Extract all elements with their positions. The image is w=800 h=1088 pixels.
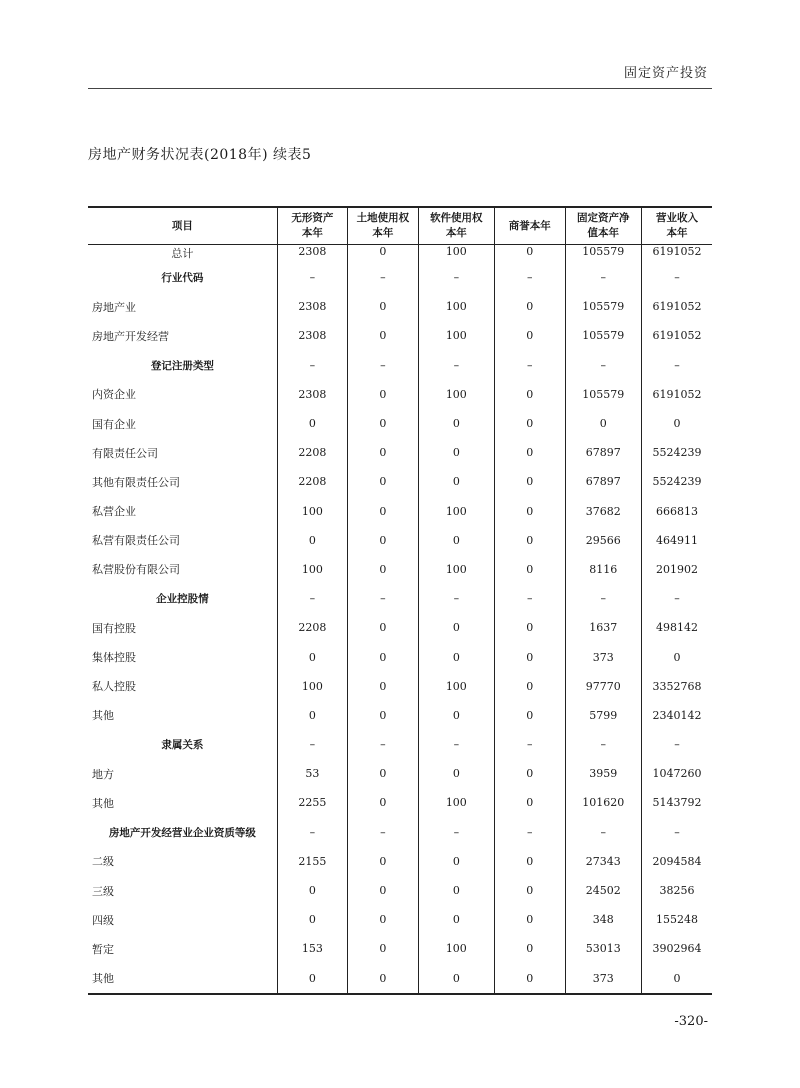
- cell-software-rights: –: [418, 730, 494, 759]
- table-row: [88, 847, 712, 876]
- cell-fixed-assets-net: 0: [565, 409, 641, 438]
- cell-fixed-assets-net: 24502: [565, 876, 641, 905]
- cell-revenue: 0: [641, 409, 712, 438]
- header-rule: [88, 88, 712, 89]
- cell-land-use-rights: 0: [348, 788, 418, 817]
- cell-revenue: 3352768: [641, 672, 712, 701]
- row-label: 三级: [92, 884, 114, 898]
- cell-land-use-rights: 0: [348, 467, 418, 496]
- cell-software-rights: 0: [418, 876, 494, 905]
- cell-fixed-assets-net: 105579: [565, 292, 641, 321]
- cell-revenue: –: [641, 730, 712, 759]
- cell-fixed-assets-net: 105579: [565, 245, 641, 264]
- table-row: [88, 526, 712, 555]
- table-row: [88, 409, 712, 438]
- table-row: [88, 905, 712, 934]
- cell-intangible-assets: 0: [277, 526, 347, 555]
- row-label: 国有控股: [92, 621, 136, 635]
- cell-fixed-assets-net: 105579: [565, 380, 641, 409]
- cell-land-use-rights: 0: [348, 934, 418, 963]
- cell-revenue: 0: [641, 964, 712, 994]
- cell-land-use-rights: –: [348, 351, 418, 380]
- cell-software-rights: 100: [418, 245, 494, 264]
- cell-intangible-assets: 2208: [277, 613, 347, 642]
- cell-land-use-rights: 0: [348, 292, 418, 321]
- row-category-heading: 行业代码: [161, 272, 204, 285]
- cell-software-rights: –: [418, 818, 494, 847]
- cell-goodwill: 0: [495, 380, 565, 409]
- cell-revenue: 6191052: [641, 292, 712, 321]
- cell-software-rights: –: [418, 584, 494, 613]
- cell-goodwill: –: [495, 818, 565, 847]
- cell-revenue: 6191052: [641, 321, 712, 350]
- cell-goodwill: 0: [495, 759, 565, 788]
- cell-revenue: 1047260: [641, 759, 712, 788]
- table-header-row: [88, 207, 712, 245]
- cell-goodwill: 0: [495, 642, 565, 671]
- cell-revenue: 498142: [641, 613, 712, 642]
- cell-land-use-rights: –: [348, 818, 418, 847]
- row-label: 其他有限责任公司: [92, 475, 180, 489]
- cell-goodwill: 0: [495, 613, 565, 642]
- cell-revenue: 6191052: [641, 245, 712, 264]
- cell-fixed-assets-net: 53013: [565, 934, 641, 963]
- row-label: 国有企业: [92, 417, 136, 431]
- cell-software-rights: 0: [418, 905, 494, 934]
- table-row: [88, 321, 712, 350]
- cell-intangible-assets: 0: [277, 905, 347, 934]
- table-row: [88, 292, 712, 321]
- cell-goodwill: 0: [495, 672, 565, 701]
- cell-land-use-rights: 0: [348, 759, 418, 788]
- column-header-land-use-line2: 本年: [372, 227, 394, 239]
- table-body: [88, 245, 712, 994]
- table-row: [88, 876, 712, 905]
- table-row: [88, 584, 712, 613]
- cell-goodwill: 0: [495, 526, 565, 555]
- cell-intangible-assets: 53: [277, 759, 347, 788]
- cell-intangible-assets: 0: [277, 642, 347, 671]
- column-header-fixed-assets-net: [565, 207, 641, 245]
- column-header-software-line2: 本年: [445, 227, 467, 239]
- cell-intangible-assets: –: [277, 818, 347, 847]
- cell-fixed-assets-net: 3959: [565, 759, 641, 788]
- cell-software-rights: 0: [418, 409, 494, 438]
- column-header-land-use-rights: [348, 207, 418, 245]
- column-header-intangible-assets: [277, 207, 347, 245]
- cell-fixed-assets-net: 27343: [565, 847, 641, 876]
- cell-goodwill: 0: [495, 788, 565, 817]
- column-header-revenue-line1: 营业收入: [655, 212, 698, 224]
- cell-software-rights: 100: [418, 934, 494, 963]
- cell-intangible-assets: 2308: [277, 292, 347, 321]
- column-header-software-line1: 软件使用权: [430, 212, 483, 224]
- table-row: [88, 497, 712, 526]
- cell-revenue: 5524239: [641, 438, 712, 467]
- cell-goodwill: 0: [495, 905, 565, 934]
- cell-intangible-assets: 100: [277, 672, 347, 701]
- cell-land-use-rights: 0: [348, 438, 418, 467]
- column-header-software-rights: [418, 207, 494, 245]
- cell-software-rights: 0: [418, 642, 494, 671]
- cell-intangible-assets: 2255: [277, 788, 347, 817]
- cell-intangible-assets: –: [277, 584, 347, 613]
- table-row: [88, 555, 712, 584]
- cell-fixed-assets-net: 1637: [565, 613, 641, 642]
- cell-revenue: 6191052: [641, 380, 712, 409]
- cell-fixed-assets-net: 37682: [565, 497, 641, 526]
- cell-goodwill: –: [495, 351, 565, 380]
- row-label: 私营企业: [92, 505, 136, 519]
- cell-software-rights: 0: [418, 701, 494, 730]
- cell-fixed-assets-net: 29566: [565, 526, 641, 555]
- cell-intangible-assets: 2155: [277, 847, 347, 876]
- cell-goodwill: 0: [495, 934, 565, 963]
- cell-fixed-assets-net: 373: [565, 642, 641, 671]
- cell-goodwill: 0: [495, 847, 565, 876]
- cell-software-rights: 0: [418, 438, 494, 467]
- cell-land-use-rights: 0: [348, 526, 418, 555]
- cell-goodwill: 0: [495, 409, 565, 438]
- row-label: 地方: [92, 767, 114, 781]
- table-row: [88, 672, 712, 701]
- cell-land-use-rights: 0: [348, 613, 418, 642]
- cell-fixed-assets-net: 67897: [565, 467, 641, 496]
- cell-software-rights: 0: [418, 964, 494, 994]
- cell-software-rights: 100: [418, 497, 494, 526]
- cell-land-use-rights: 0: [348, 321, 418, 350]
- cell-land-use-rights: 0: [348, 847, 418, 876]
- cell-goodwill: 0: [495, 701, 565, 730]
- cell-intangible-assets: –: [277, 730, 347, 759]
- cell-goodwill: 0: [495, 467, 565, 496]
- row-label: 四级: [92, 913, 114, 927]
- table-row: [88, 642, 712, 671]
- cell-revenue: 464911: [641, 526, 712, 555]
- row-category-heading: 房地产开发经营业企业资质等级: [108, 826, 256, 839]
- cell-revenue: 155248: [641, 905, 712, 934]
- cell-software-rights: 100: [418, 380, 494, 409]
- table-title: 房地产财务状况表(2018年) 续表5: [88, 147, 312, 163]
- cell-intangible-assets: –: [277, 263, 347, 292]
- cell-fixed-assets-net: 67897: [565, 438, 641, 467]
- table-row: [88, 380, 712, 409]
- cell-land-use-rights: 0: [348, 409, 418, 438]
- cell-intangible-assets: 0: [277, 876, 347, 905]
- cell-revenue: –: [641, 818, 712, 847]
- row-label: 集体控股: [92, 651, 136, 665]
- cell-software-rights: 0: [418, 613, 494, 642]
- table-row: [88, 245, 712, 264]
- cell-software-rights: 0: [418, 847, 494, 876]
- cell-fixed-assets-net: 348: [565, 905, 641, 934]
- cell-land-use-rights: –: [348, 584, 418, 613]
- cell-intangible-assets: 2308: [277, 380, 347, 409]
- column-header-land-use-line1: 土地使用权: [356, 212, 410, 224]
- cell-intangible-assets: 0: [277, 964, 347, 994]
- cell-goodwill: 0: [495, 497, 565, 526]
- cell-software-rights: 100: [418, 292, 494, 321]
- cell-land-use-rights: 0: [348, 642, 418, 671]
- table-row: [88, 730, 712, 759]
- column-header-fixed-net-line1: 固定资产净: [576, 212, 630, 224]
- cell-revenue: 0: [641, 642, 712, 671]
- cell-fixed-assets-net: –: [565, 351, 641, 380]
- cell-revenue: 3902964: [641, 934, 712, 963]
- cell-software-rights: 0: [418, 759, 494, 788]
- cell-intangible-assets: 100: [277, 555, 347, 584]
- cell-land-use-rights: 0: [348, 245, 418, 264]
- cell-land-use-rights: 0: [348, 701, 418, 730]
- cell-revenue: 2340142: [641, 701, 712, 730]
- table-row: [88, 818, 712, 847]
- table-row: [88, 759, 712, 788]
- cell-intangible-assets: 0: [277, 701, 347, 730]
- cell-land-use-rights: 0: [348, 555, 418, 584]
- cell-fixed-assets-net: 105579: [565, 321, 641, 350]
- cell-software-rights: 0: [418, 526, 494, 555]
- column-header-revenue-line2: 本年: [666, 227, 688, 239]
- cell-intangible-assets: 153: [277, 934, 347, 963]
- row-category-heading: 隶属关系: [161, 739, 204, 752]
- row-label: 私营有限责任公司: [92, 534, 180, 548]
- cell-software-rights: 100: [418, 321, 494, 350]
- cell-revenue: 5524239: [641, 467, 712, 496]
- cell-revenue: 666813: [641, 497, 712, 526]
- row-category-heading: 登记注册类型: [150, 359, 214, 372]
- cell-goodwill: 0: [495, 321, 565, 350]
- column-header-goodwill: [495, 207, 565, 245]
- cell-software-rights: 100: [418, 555, 494, 584]
- table-row: [88, 701, 712, 730]
- column-header-intangible-line1: 无形资产: [291, 212, 334, 224]
- table-row: [88, 263, 712, 292]
- financial-status-table: [88, 206, 712, 995]
- cell-intangible-assets: 2308: [277, 245, 347, 264]
- cell-land-use-rights: 0: [348, 380, 418, 409]
- row-label: 房地产业: [92, 300, 136, 314]
- column-header-revenue: [641, 207, 712, 245]
- cell-revenue: 2094584: [641, 847, 712, 876]
- cell-goodwill: 0: [495, 555, 565, 584]
- row-label: 其他: [92, 796, 114, 810]
- table-row: [88, 613, 712, 642]
- cell-fixed-assets-net: 373: [565, 964, 641, 994]
- column-header-goodwill-line1: 商誉本年: [508, 219, 551, 232]
- cell-goodwill: 0: [495, 964, 565, 994]
- cell-intangible-assets: 100: [277, 497, 347, 526]
- cell-software-rights: 100: [418, 788, 494, 817]
- cell-revenue: –: [641, 351, 712, 380]
- cell-goodwill: 0: [495, 438, 565, 467]
- cell-goodwill: 0: [495, 245, 565, 264]
- cell-land-use-rights: 0: [348, 672, 418, 701]
- cell-intangible-assets: –: [277, 351, 347, 380]
- row-label: 总计: [171, 247, 194, 260]
- row-label: 私人控股: [92, 680, 136, 694]
- cell-goodwill: 0: [495, 876, 565, 905]
- cell-land-use-rights: 0: [348, 497, 418, 526]
- cell-software-rights: 0: [418, 467, 494, 496]
- cell-land-use-rights: –: [348, 730, 418, 759]
- cell-fixed-assets-net: 97770: [565, 672, 641, 701]
- cell-goodwill: 0: [495, 292, 565, 321]
- table-row: [88, 788, 712, 817]
- row-label: 其他: [92, 709, 114, 723]
- row-label: 二级: [92, 855, 114, 869]
- table-row: [88, 438, 712, 467]
- cell-software-rights: –: [418, 263, 494, 292]
- cell-land-use-rights: 0: [348, 905, 418, 934]
- table-row: [88, 964, 712, 994]
- row-label: 有限责任公司: [92, 446, 158, 460]
- table-row: [88, 467, 712, 496]
- cell-software-rights: 100: [418, 672, 494, 701]
- table-row: [88, 934, 712, 963]
- column-header-item: 项目: [88, 207, 277, 245]
- cell-fixed-assets-net: –: [565, 263, 641, 292]
- running-head: 固定资产投资: [623, 66, 708, 81]
- cell-fixed-assets-net: –: [565, 730, 641, 759]
- row-label: 其他: [88, 964, 277, 994]
- cell-fixed-assets-net: 101620: [565, 788, 641, 817]
- cell-goodwill: –: [495, 584, 565, 613]
- cell-goodwill: –: [495, 730, 565, 759]
- cell-land-use-rights: –: [348, 263, 418, 292]
- cell-intangible-assets: 2308: [277, 321, 347, 350]
- cell-intangible-assets: 2208: [277, 438, 347, 467]
- cell-fixed-assets-net: –: [565, 584, 641, 613]
- column-header-fixed-net-line2: 值本年: [587, 227, 619, 239]
- cell-revenue: 201902: [641, 555, 712, 584]
- cell-software-rights: –: [418, 351, 494, 380]
- cell-fixed-assets-net: –: [565, 818, 641, 847]
- cell-revenue: 5143792: [641, 788, 712, 817]
- cell-fixed-assets-net: 5799: [565, 701, 641, 730]
- row-label: 私营股份有限公司: [92, 563, 180, 577]
- row-label: 暂定: [92, 942, 114, 956]
- page-number: -320-: [674, 1014, 708, 1029]
- cell-revenue: –: [641, 263, 712, 292]
- cell-intangible-assets: 2208: [277, 467, 347, 496]
- cell-goodwill: –: [495, 263, 565, 292]
- row-category-heading: 企业控股情: [156, 593, 209, 606]
- cell-revenue: 38256: [641, 876, 712, 905]
- table-row: [88, 351, 712, 380]
- cell-fixed-assets-net: 8116: [565, 555, 641, 584]
- row-label: 内资企业: [92, 388, 136, 402]
- cell-revenue: –: [641, 584, 712, 613]
- cell-land-use-rights: 0: [348, 964, 418, 994]
- cell-intangible-assets: 0: [277, 409, 347, 438]
- column-header-intangible-line2: 本年: [301, 227, 323, 239]
- row-label: 房地产开发经营: [92, 329, 169, 343]
- cell-land-use-rights: 0: [348, 876, 418, 905]
